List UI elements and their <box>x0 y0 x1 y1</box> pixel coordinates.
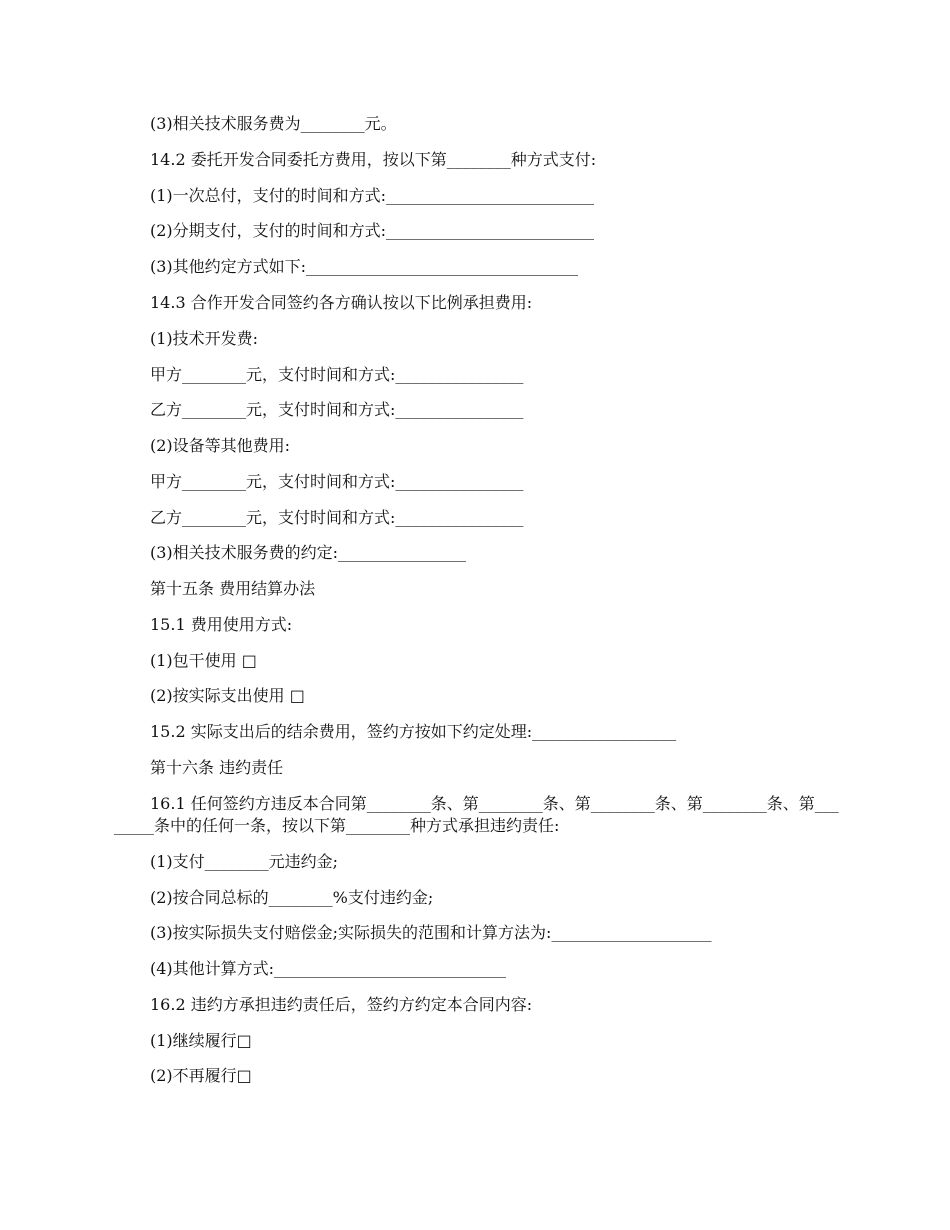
clause-14-2-item-3: (3)其他约定方式如下:__________________________________ <box>150 257 579 276</box>
article-16-title: 第十六条 违约责任 <box>150 758 284 777</box>
clause-15-1-item-1: (1)包干使用 □ <box>150 651 257 670</box>
clause-15-1-heading: 15.1 费用使用方式: <box>150 615 293 634</box>
clause-16-2-item-1: (1)继续履行□ <box>150 1031 252 1050</box>
clause-14-3-item-3: (3)相关技术服务费的约定:________________ <box>150 543 467 562</box>
party-a-equipment-fee: 甲方________元，支付时间和方式:________________ <box>150 472 524 491</box>
clause-15-1-item-2: (2)按实际支出使用 □ <box>150 686 305 705</box>
clause-16-1-paragraph: 16.1 任何签约方违反本合同第________条、第________条、第________条、第________条、第________条中的任何一条，按以下第________种方式承担违约责任: <box>114 794 839 835</box>
clause-16-2-heading: 16.2 违约方承担违约责任后，签约方约定本合同内容: <box>150 995 533 1014</box>
clause-16-1-item-1: (1)支付________元违约金; <box>150 852 339 871</box>
party-b-equipment-fee: 乙方________元，支付时间和方式:________________ <box>150 508 524 527</box>
clause-14-3-item-1: (1)技术开发费: <box>150 329 259 348</box>
party-b-dev-fee: 乙方________元，支付时间和方式:________________ <box>150 400 524 419</box>
clause-16-2-item-2: (2)不再履行□ <box>150 1066 252 1085</box>
clause-14-3-item-2: (2)设备等其他费用: <box>150 436 291 455</box>
clause-16-1-item-3: (3)按实际损失支付赔偿金;实际损失的范围和计算方法为:____________________ <box>150 923 712 942</box>
article-15-title: 第十五条 费用结算办法 <box>150 579 316 598</box>
clause-15-2: 15.2 实际支出后的结余费用，签约方按如下约定处理:__________________ <box>150 722 677 741</box>
clause-16-1-item-2: (2)按合同总标的________%支付违约金; <box>150 888 434 907</box>
clause-14-2-item-2: (2)分期支付，支付的时间和方式:__________________________ <box>150 221 595 240</box>
clause-14-2-item-1: (1)一次总付，支付的时间和方式:__________________________ <box>150 186 595 205</box>
clause-14-3-heading: 14.3 合作开发合同签约各方确认按以下比例承担费用: <box>150 293 533 312</box>
party-a-dev-fee: 甲方________元，支付时间和方式:________________ <box>150 365 524 384</box>
clause-14-2-heading: 14.2 委托开发合同委托方费用，按以下第________种方式支付: <box>150 150 597 169</box>
clause-14-1-item-3: (3)相关技术服务费为________元。 <box>150 114 397 133</box>
clause-16-1-item-4: (4)其他计算方式:_____________________________ <box>150 959 507 978</box>
